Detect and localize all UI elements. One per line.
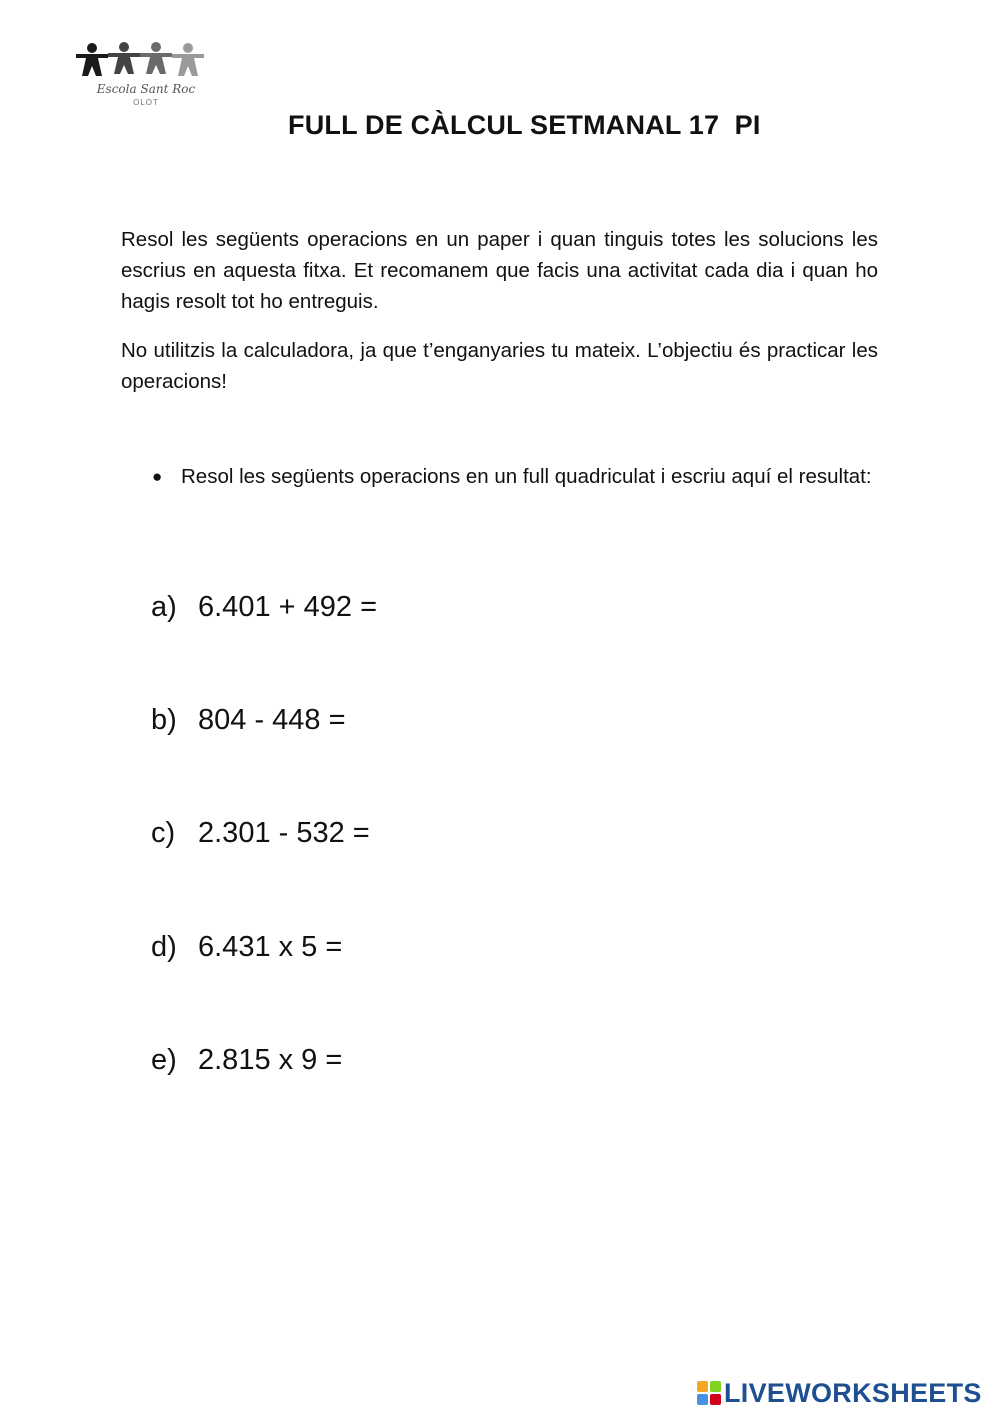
operation-expression: 2.815 x 9 = [198, 1044, 343, 1076]
operation-letter: d) [151, 931, 177, 963]
bullet-text: Resol les següents operacions en un full quadriculat i escriu aquí el resultat: [181, 465, 872, 488]
operation-letter: b) [151, 704, 177, 736]
paper-dolls-icon [72, 38, 212, 82]
icon-square [697, 1381, 708, 1392]
liveworksheets-label: LIVEWORKSHEETS [724, 1377, 982, 1408]
icon-square [710, 1381, 721, 1392]
school-name: Escola Sant Roc [96, 82, 196, 96]
operation-expression: 2.301 - 532 = [198, 817, 370, 849]
instruction-paragraph-1: Resol les següents operacions en un paper i quan tinguis totes les solucions les escrius en aquesta fitxa. Et recomanem que facis una activitat cada dia i quan ho hagis resolt tot ho entreguis. [121, 228, 878, 313]
operation-a [151, 590, 377, 624]
school-town: OLOT [133, 98, 159, 107]
instruction-paragraph-2: No utilitzis la calculadora, ja que t’enganyaries tu mateix. L’objectiu és practicar les operacions! [121, 339, 878, 393]
operation-e [151, 1043, 342, 1077]
liveworksheets-watermark [697, 1376, 982, 1410]
operation-letter: a) [151, 591, 177, 623]
icon-square [710, 1394, 721, 1405]
page-title: FULL DE CÀLCUL SETMANAL 17 PI [288, 110, 761, 140]
operation-expression: 6.401 + 492 = [198, 591, 377, 623]
liveworksheets-icon [697, 1381, 721, 1405]
operation-letter: c) [151, 817, 176, 849]
operation-expression: 804 - 448 = [198, 704, 346, 736]
operation-expression: 6.431 x 5 = [198, 931, 343, 963]
school-logo [72, 38, 212, 118]
bullet-instruction [152, 461, 878, 492]
bullet-icon: ● [152, 467, 163, 486]
operation-b [151, 703, 346, 737]
icon-square [697, 1394, 708, 1405]
operation-c [151, 816, 370, 850]
operation-letter: e) [151, 1044, 177, 1076]
operation-d [151, 930, 342, 964]
